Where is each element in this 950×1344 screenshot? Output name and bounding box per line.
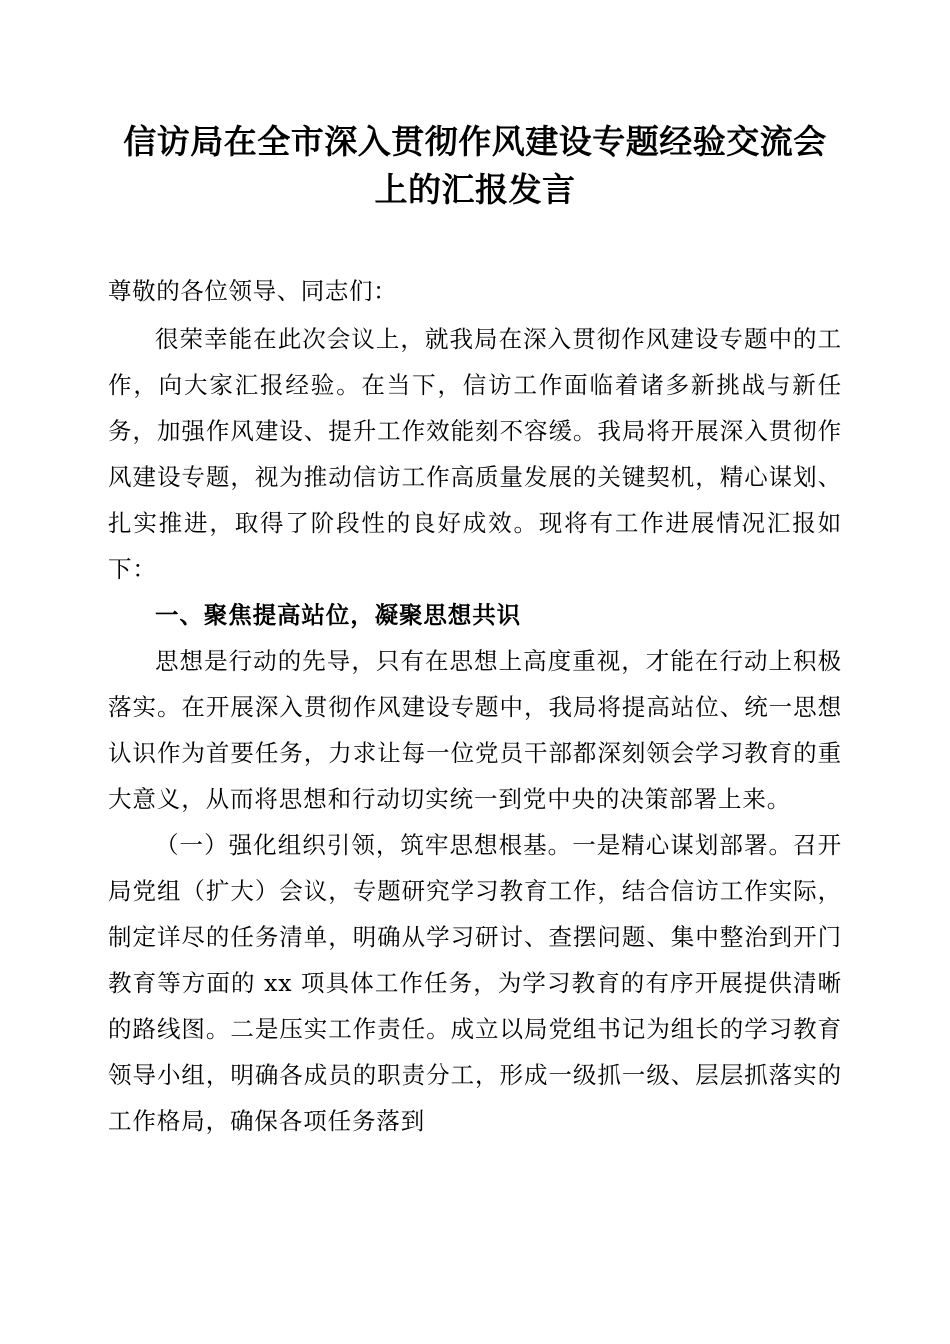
salutation: 尊敬的各位领导、同志们： <box>108 277 398 305</box>
paragraph-section1-intro: 思想是行动的先导，只有在思想上高度重视，才能在行动上积极落实。在开展深入贯彻作风建设专题中，我局将提高站位、统一思想认识作为首要任务，力求让每一位党员干部都深刻领会学习教育的重大意义，从而将思想和行动切实统一到党中央的决策部署上来。 <box>108 647 842 813</box>
page-title: 信访局在全市深入贯彻作风建设专题经验交流会上的汇报发言 <box>123 122 827 209</box>
paragraph-intro: 很荣幸能在此次会议上，就我局在深入贯彻作风建设专题中的工作，向大家汇报经验。在当下，信访工作面临着诸多新挑战与新任务，加强作风建设、提升工作效能刻不容缓。我局将开展深入贯彻作风建设专题，视为推动信访工作高质量发展的关键契机，精心谋划、扎实推进，取得了阶段性的良好成效。现将有工作进展情况汇报如下： <box>108 325 842 583</box>
section-heading-1: 一、聚焦提高站位，凝聚思想共识 <box>155 601 521 629</box>
paragraph-subsection-1-1: （一）强化组织引领，筑牢思想根基。一是精心谋划部署。召开局党组（扩大）会议，专题研究学习教育工作，结合信访工作实际，制定详尽的任务清单，明确从学习研讨、查摆问题、集中整治到开门教育等方面的 xx 项具体工作任务，为学习教育的有序开展提供清晰的路线图。二是压实工作责任。成立以局党组书记为组长的学习教育领导小组，明确各成员的职责分工，形成一级抓一级、层层抓落实的工作格局，确保各项任务落到 <box>108 831 842 1135</box>
